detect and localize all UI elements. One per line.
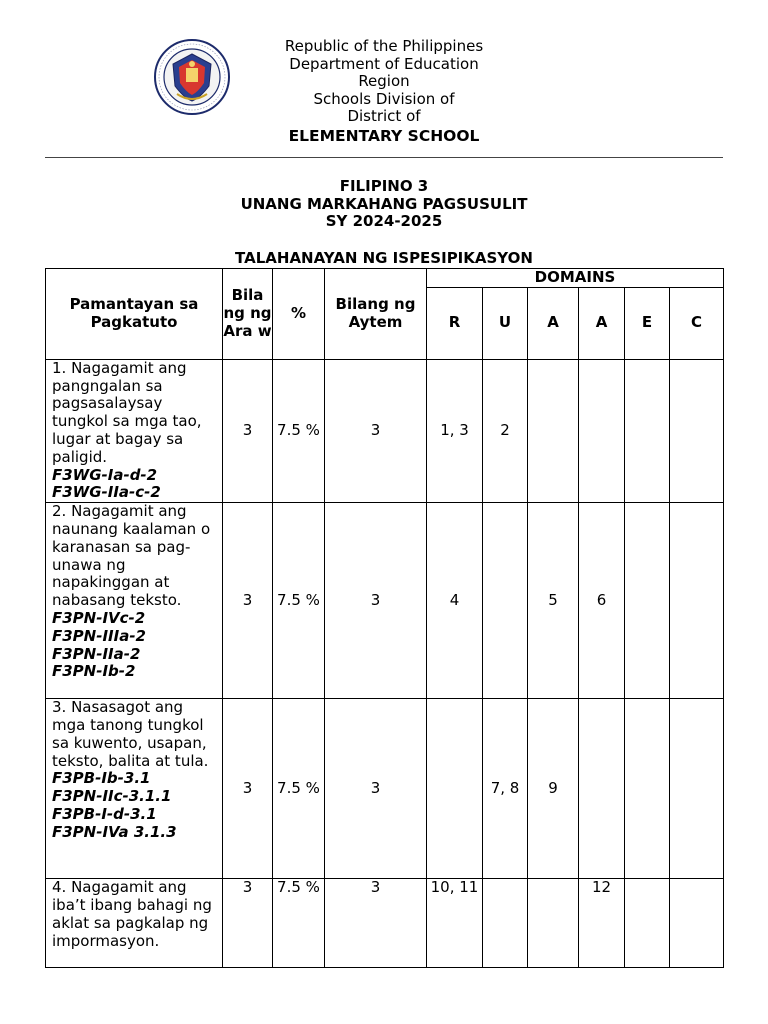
competency-text: 2. Nagagamit ang naunang kaalaman o karanasan sa pag-unawa ng napakinggan at nabasang teksto. (52, 502, 211, 610)
domain-e-cell (625, 503, 670, 699)
domain-u-cell: 2 (483, 359, 528, 502)
competency-code: F3PN-IVc-2 (52, 608, 146, 627)
items-cell: 3 (325, 503, 427, 699)
header-divider (45, 157, 723, 158)
competency-code: F3PB-I-d-3.1 (52, 804, 157, 823)
header-line-department: Department of Education (289, 54, 479, 73)
competency-code: F3WG-Ia-d-2 (52, 465, 158, 484)
school-name: ELEMENTARY SCHOOL (288, 126, 480, 145)
domain-a2-cell (579, 359, 625, 502)
competency-code: F3PN-IIc-3.1.1 (52, 787, 172, 806)
competency-code: F3PN-IIa-2 (52, 644, 141, 663)
domain-u-cell (483, 879, 528, 968)
percent-cell: 7.5 % (273, 879, 325, 968)
header-domain-a2: A (579, 287, 625, 359)
competency-cell (46, 879, 223, 968)
percent-cell: 7.5 % (273, 699, 325, 879)
domain-e-cell (625, 359, 670, 502)
exam-title: UNANG MARKAHANG PAGSUSULIT (240, 194, 528, 213)
domain-a2-cell (579, 699, 625, 879)
competency-cell (46, 359, 223, 502)
competency-code: F3WG-IIa-c-2 (52, 483, 161, 502)
domain-r-cell (427, 699, 483, 879)
items-cell: 3 (325, 359, 427, 502)
domain-c-cell (670, 879, 724, 968)
header-line-division: Schools Division of (313, 89, 455, 108)
school-year: SY 2024-2025 (325, 212, 443, 230)
table-row (46, 879, 724, 968)
days-cell: 3 (223, 879, 273, 968)
domain-r-cell: 1, 3 (427, 359, 483, 502)
competency-cell (46, 699, 223, 879)
table-row (46, 503, 724, 699)
domain-a2-cell: 12 (579, 879, 625, 968)
table-row (46, 359, 724, 502)
percent-cell: 7.5 % (273, 503, 325, 699)
competency-code: F3PN-IIIa-2 (52, 626, 146, 645)
days-cell: 3 (223, 699, 273, 879)
header-domain-c: C (670, 287, 724, 359)
items-cell: 3 (325, 879, 427, 968)
competency-text: 1. Nagagamit ang pangngalan sa pagsasalaysay tungkol sa mga tao, lugar at bagay sa paligid. (52, 358, 202, 466)
competency-code: F3PN-IVa 3.1.3 (52, 822, 177, 841)
specification-table (45, 268, 724, 968)
subject-title: FILIPINO 3 (339, 177, 429, 195)
percent-cell: 7.5 % (273, 359, 325, 502)
competency-code: F3PB-Ib-3.1 (52, 769, 151, 788)
exam-titles (100, 178, 668, 231)
domain-a1-cell (528, 879, 579, 968)
header-domain-u: U (483, 287, 528, 359)
competency-code: F3PN-Ib-2 (52, 662, 136, 681)
domain-a1-cell: 5 (528, 503, 579, 699)
items-cell: 3 (325, 699, 427, 879)
domain-u-cell: 7, 8 (483, 699, 528, 879)
document-header (210, 38, 558, 145)
header-domain-r: R (427, 287, 483, 359)
table-row (46, 699, 724, 879)
header-domain-a1: A (528, 287, 579, 359)
header-days: Bila ng ng Ara w (223, 269, 273, 360)
header-percent: % (273, 269, 325, 360)
domain-a1-cell: 9 (528, 699, 579, 879)
competency-text: 4. Nagagamit ang iba’t ibang bahagi ng aklat sa pagkalap ng impormasyon. (52, 878, 212, 950)
header-domain-e: E (625, 287, 670, 359)
header-line-region: Region (358, 72, 410, 90)
header-items: Bilang ng Aytem (325, 269, 427, 360)
domain-u-cell (483, 503, 528, 699)
domain-r-cell: 10, 11 (427, 879, 483, 968)
header-line-republic: Republic of the Philippines (284, 37, 484, 55)
domain-a1-cell (528, 359, 579, 502)
domain-c-cell (670, 503, 724, 699)
table-title: TALAHANAYAN NG ISPESIPIKASYON (235, 249, 533, 267)
header-competency: Pamantayan sa Pagkatuto (46, 269, 223, 360)
header-domains: DOMAINS (427, 269, 724, 288)
domain-c-cell (670, 699, 724, 879)
domain-r-cell: 4 (427, 503, 483, 699)
competency-cell (46, 503, 223, 699)
days-cell: 3 (223, 503, 273, 699)
header-line-district: District of (347, 107, 421, 125)
domain-e-cell (625, 879, 670, 968)
domain-a2-cell: 6 (579, 503, 625, 699)
days-cell: 3 (223, 359, 273, 502)
competency-text: 3. Nasasagot ang mga tanong tungkol sa kuwento, usapan, teksto, balita at tula. (52, 698, 209, 770)
domain-e-cell (625, 699, 670, 879)
domain-c-cell (670, 359, 724, 502)
